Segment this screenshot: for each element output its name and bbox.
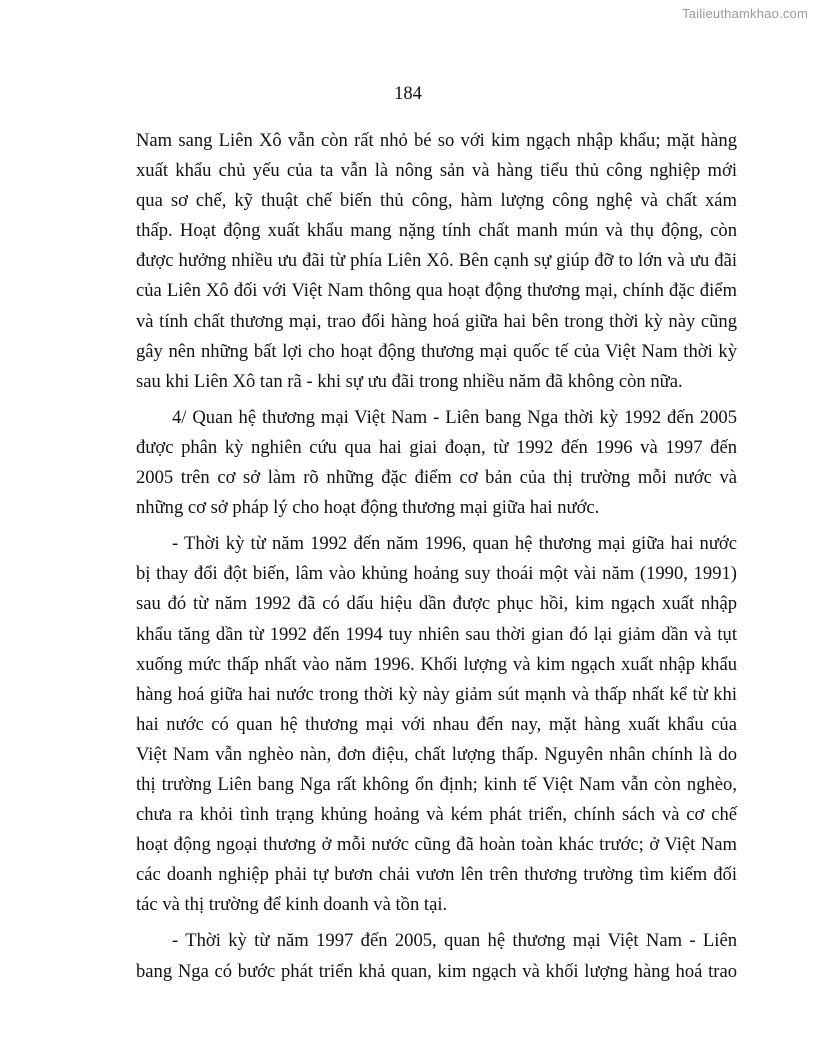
- text-line: thị trường Liên bang Nga rất không ổn định; kinh tế Việt Nam vẫn còn nghèo,: [136, 773, 737, 795]
- text-line: bang Nga có bước phát triển khả quan, kim ngạch và khối lượng hàng hoá trao: [136, 960, 737, 982]
- text-line: được phân kỳ nghiên cứu qua hai giai đoạn, từ 1992 đến 1996 và 1997 đến: [136, 436, 737, 458]
- page-number: 184: [394, 84, 422, 104]
- text-line: gây nên những bất lợi cho hoạt động thương mại quốc tế của Việt Nam thời kỳ: [136, 340, 737, 362]
- text-line: xuống mức thấp nhất vào năm 1996. Khối lượng và kim ngạch xuất nhập khẩu: [136, 653, 737, 675]
- text-line: khẩu tăng dần từ 1992 đến 1994 tuy nhiên sau thời gian đó lại giảm dần và tụt: [136, 623, 737, 645]
- text-line: - Thời kỳ từ năm 1992 đến năm 1996, quan hệ thương mại giữa hai nước: [172, 533, 737, 555]
- text-line: chưa ra khỏi tình trạng khủng hoảng và kém phát triển, chính sách và cơ chế: [136, 804, 737, 826]
- text-line: Nam sang Liên Xô vẫn còn rất nhỏ bé so với kim ngạch nhập khẩu; mặt hàng: [136, 130, 737, 151]
- text-line: hai nước có quan hệ thương mại với nhau đến nay, mặt hàng xuất khẩu của: [136, 713, 737, 735]
- text-line: hàng hoá giữa hai nước trong thời kỳ này giảm sút mạnh và thấp nhất kể từ khi: [136, 683, 737, 705]
- text-line: Việt Nam vẫn nghèo nàn, đơn điệu, chất lượng thấp. Nguyên nhân chính là do: [136, 743, 737, 765]
- document-body: [136, 126, 737, 993]
- text-line: tác và thị trường để kinh doanh và tồn tại.: [136, 894, 448, 916]
- text-line: 2005 trên cơ sở làm rõ những đặc điểm cơ bản của thị trường mỗi nước và: [136, 467, 737, 489]
- paragraph-1: [136, 126, 737, 397]
- text-line: được hưởng nhiều ưu đãi từ phía Liên Xô. Bên cạnh sự giúp đỡ to lớn và ưu đãi: [136, 250, 737, 272]
- text-line: của Liên Xô đối với Việt Nam thông qua hoạt động thương mại, chính đặc điểm: [136, 280, 737, 302]
- text-line: những cơ sở pháp lý cho hoạt động thương mại giữa hai nước.: [136, 497, 600, 519]
- watermark-text: Tailieuthamkhao.com: [682, 6, 808, 21]
- text-line: 4/ Quan hệ thương mại Việt Nam - Liên bang Nga thời kỳ 1992 đến 2005: [172, 406, 737, 428]
- paragraph-3: [136, 529, 737, 920]
- text-line: sau đó từ năm 1992 đã có dấu hiệu dần được phục hồi, kim ngạch xuất nhập: [136, 593, 737, 615]
- text-line: bị thay đổi đột biến, lâm vào khủng hoảng suy thoái một vài năm (1990, 1991): [136, 563, 737, 585]
- text-line: và tính chất thương mại, trao đổi hàng hoá giữa hai bên trong thời kỳ này cũng: [136, 310, 737, 332]
- text-line: thấp. Hoạt động xuất khẩu mang nặng tính chất manh mún và thụ động, còn: [136, 220, 737, 242]
- text-line: hoạt động ngoại thương ở mỗi nước cũng đã hoàn toàn khác trước; ở Việt Nam: [136, 834, 737, 856]
- text-line: sau khi Liên Xô tan rã - khi sự ưu đãi trong nhiều năm đã không còn nữa.: [136, 370, 683, 392]
- text-line: qua sơ chế, kỹ thuật chế biến thủ công, hàm lượng công nghệ và chất xám: [136, 190, 737, 212]
- paragraph-4: [136, 926, 737, 986]
- text-line: - Thời kỳ từ năm 1997 đến 2005, quan hệ thương mại Việt Nam - Liên: [172, 930, 737, 952]
- text-line: các doanh nghiệp phải tự bươn chải vươn lên trên thương trường tìm kiếm đối: [136, 864, 737, 886]
- paragraph-2: [136, 403, 737, 523]
- text-line: xuất khẩu chủ yếu của ta vẫn là nông sản và hàng tiểu thủ công nghiệp mới: [136, 160, 737, 182]
